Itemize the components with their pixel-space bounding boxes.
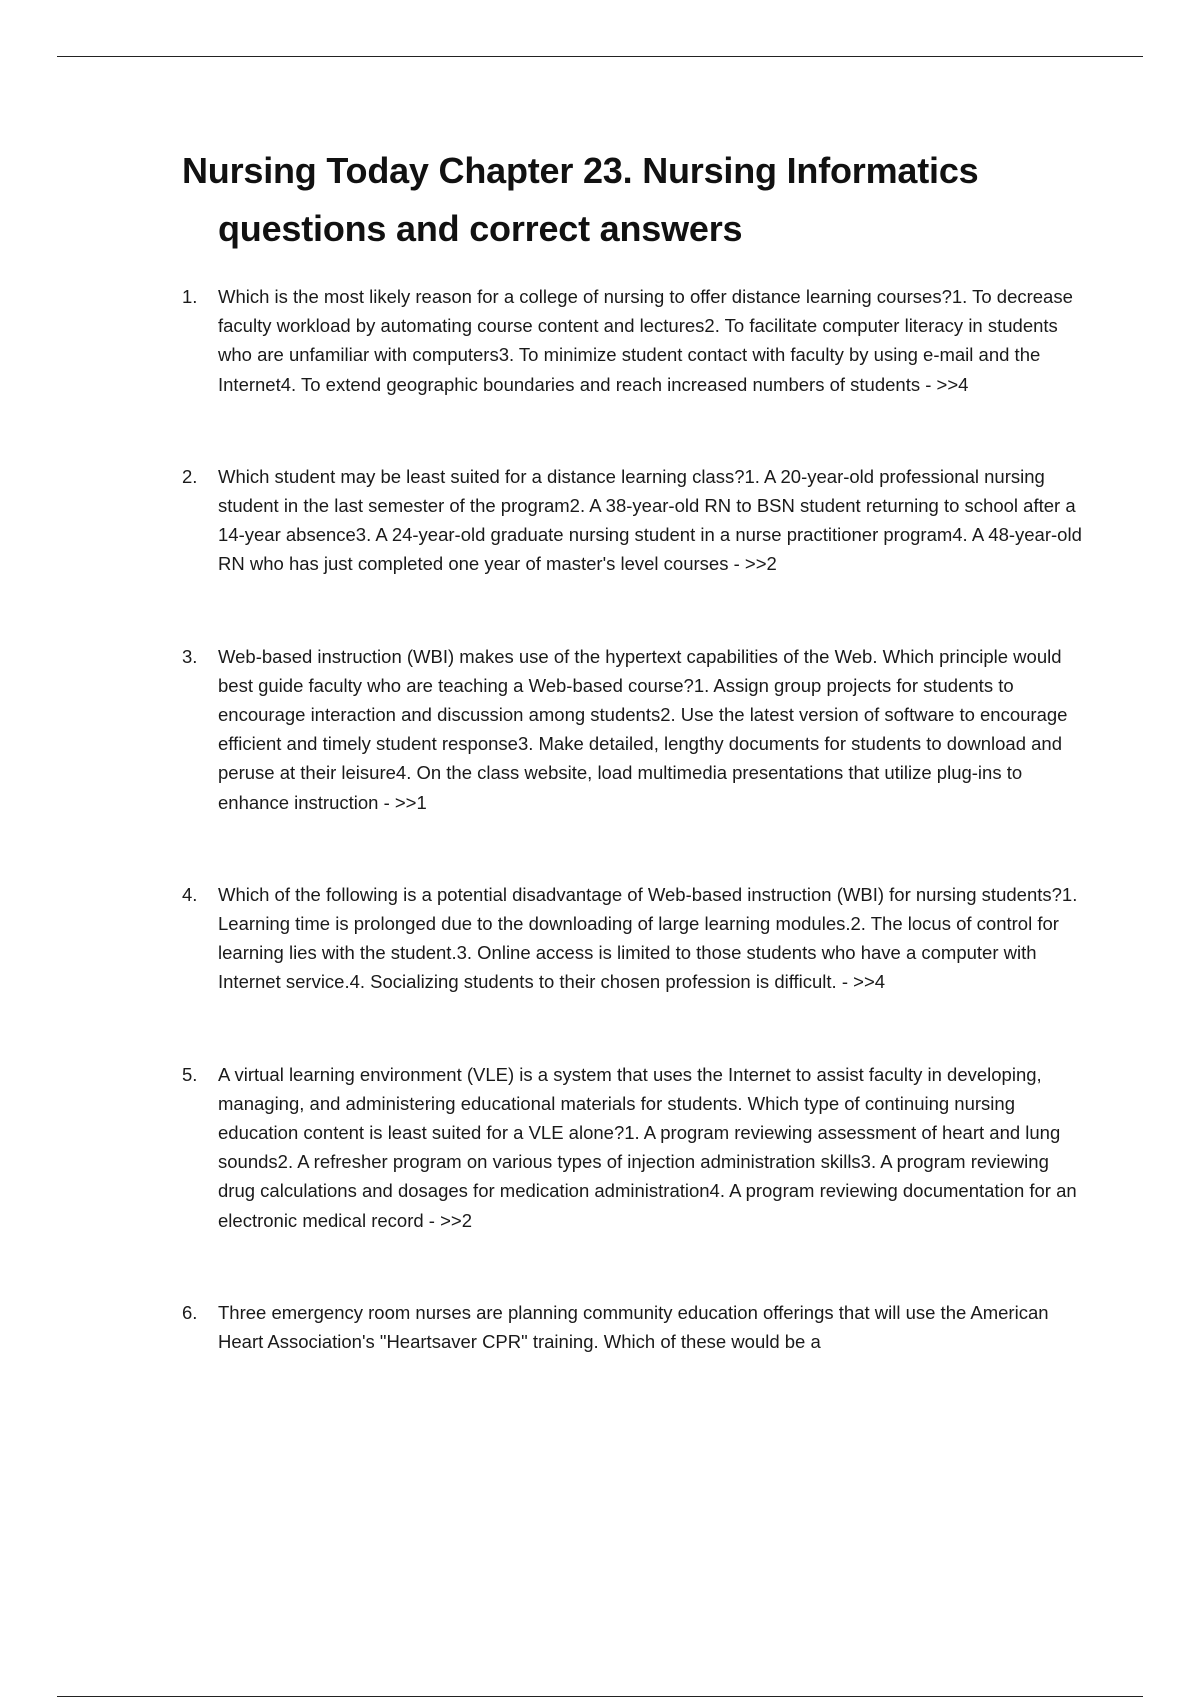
question-text: Which student may be least suited for a distance learning class?1. A 20-year-old professional nursing student in the last semester of the program2. A 38-year-old RN to BSN student returning to school after a 14-year absence3. A 24-year-old graduate nursing student in a nurse practitioner program4. A 48-year-old RN who has just completed one year of master's level courses - >>2 bbox=[218, 465, 1082, 575]
question-item bbox=[182, 462, 1087, 579]
question-number: 6. bbox=[182, 1301, 198, 1323]
question-item bbox=[182, 282, 1087, 399]
question-text: Three emergency room nurses are planning community education offerings that will use the American Heart Association's "Heartsaver CPR" training. Which of these would be a bbox=[218, 1301, 1049, 1353]
question-text: Web-based instruction (WBI) makes use of the hypertext capabilities of the Web. Which principle would best guide faculty who are teaching a Web-based course?1. Assign group projects for students to encourage interaction and discussion among students2. Use the latest version of software to encourage efficient and timely student response3. Make detailed, lengthy documents for students to download and peruse at their leisure4. On the class website, load multimedia presentations that utilize plug-ins to enhance instruction - >>1 bbox=[218, 645, 1068, 813]
question-number: 4. bbox=[182, 883, 198, 905]
top-divider bbox=[57, 56, 1143, 57]
document-body bbox=[182, 142, 1087, 1419]
bottom-divider bbox=[57, 1696, 1143, 1697]
question-number: 1. bbox=[182, 286, 198, 307]
question-item bbox=[182, 642, 1087, 817]
question-list bbox=[182, 282, 1087, 1356]
question-text: Which is the most likely reason for a college of nursing to offer distance learning courses?1. To decrease faculty workload by automating course content and lectures2. To facilitate computer literacy in students who are unfamiliar with computers3. To minimize student contact with faculty by using e-mail and the Internet4. To extend geographic boundaries and reach increased numbers of students - >>4 bbox=[218, 286, 1073, 395]
document-title: Nursing Today Chapter 23. Nursing Informatics questions and correct answers bbox=[182, 150, 979, 249]
question-number: 3. bbox=[182, 645, 198, 667]
question-text: A virtual learning environment (VLE) is a system that uses the Internet to assist faculty in developing, managing, and administering educational materials for students. Which type of continuing nursing education content is least suited for a VLE alone?1. A program reviewing assessment of heart and lung sounds2. A refresher program on various types of injection administration skills3. A program reviewing drug calculations and dosages for medication administration4. A program reviewing documentation for an electronic medical record - >>2 bbox=[218, 1063, 1077, 1231]
question-item bbox=[182, 1298, 1087, 1356]
question-item bbox=[182, 880, 1087, 997]
question-item bbox=[182, 1060, 1087, 1235]
question-text: Which of the following is a potential disadvantage of Web-based instruction (WBI) for nursing students?1. Learning time is prolonged due to the downloading of large learning modules.2. The locus of control for learning lies with the student.3. Online access is limited to those students who have a computer with Internet service.4. Socializing students to their chosen profession is difficult. - >>4 bbox=[218, 883, 1078, 993]
question-number: 2. bbox=[182, 465, 198, 487]
question-number: 5. bbox=[182, 1063, 198, 1085]
